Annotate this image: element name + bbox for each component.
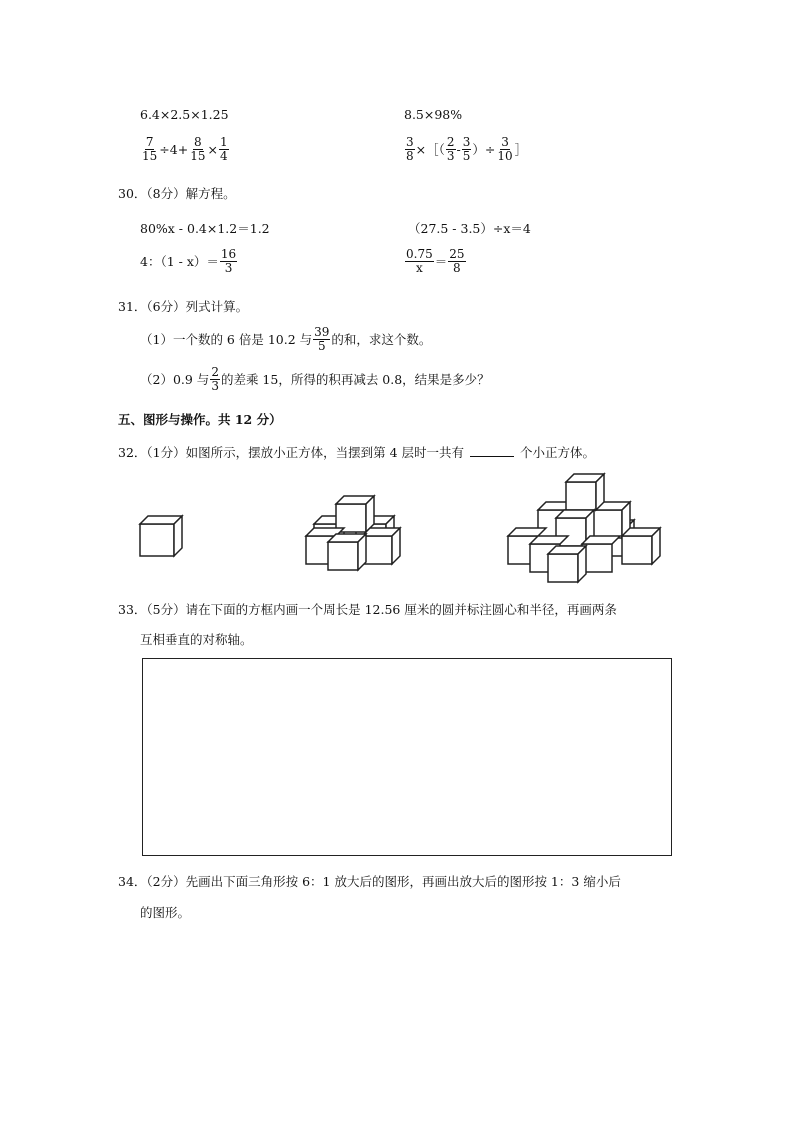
q32-text bbox=[118, 443, 595, 461]
fraction: $\frac{7}{15}$ bbox=[142, 135, 158, 163]
q30-eq4 bbox=[404, 248, 467, 274]
calc-row1-left: 6.4×2.5×1.25 bbox=[140, 107, 229, 122]
q31-title: 31．（6分）列式计算。 bbox=[118, 299, 249, 314]
cube-figure-layer3 bbox=[504, 470, 664, 584]
cube-figure-layer1 bbox=[136, 510, 186, 560]
question-text: 32．（1分）如图所示，摆放小正方体，当摆到第 4 层时一共有 bbox=[118, 445, 465, 460]
fraction: $\frac{39}{5}$ bbox=[314, 325, 330, 353]
fraction: $\frac{16}{3}$ bbox=[220, 247, 237, 275]
calc-row2-left bbox=[140, 136, 230, 162]
q33-line2: 互相垂直的对称轴。 bbox=[140, 632, 253, 647]
q34-line1: 34．（2分）先画出下面三角形按 6：1 放大后的图形，再画出放大后的图形按 1：3 缩小后 bbox=[118, 874, 621, 889]
fraction: $\frac{3}{10}$ bbox=[497, 135, 513, 163]
question-text: （1）一个数的 6 倍是 10.2 与 bbox=[140, 332, 313, 348]
q34-line2: 的图形。 bbox=[140, 905, 191, 920]
operator: ×［（ bbox=[415, 142, 445, 158]
question-text: 的差乘 15，所得的积再减去 0.8，结果是多少？ bbox=[220, 372, 490, 388]
q33-line1: 33．（5分）请在下面的方框内画一个周长是 12.56 厘米的圆并标注圆心和半径，再画两条 bbox=[118, 602, 617, 617]
operator: ÷4+ bbox=[159, 141, 189, 157]
fraction: $\frac{2}{3}$ bbox=[446, 135, 455, 163]
operator: ］ bbox=[514, 142, 528, 158]
fraction: $\frac{1}{4}$ bbox=[219, 135, 228, 163]
fraction: $\frac{8}{15}$ bbox=[190, 135, 206, 163]
fraction: $\frac{3}{8}$ bbox=[406, 135, 414, 163]
q30-eq1: 80%x - 0.4×1.2＝1.2 bbox=[140, 221, 270, 236]
operator: ＝ bbox=[434, 254, 448, 270]
calc-row2-right bbox=[404, 136, 527, 162]
q30-title: 30．（8分）解方程。 bbox=[118, 186, 236, 201]
question-text: 个小正方体。 bbox=[519, 445, 595, 460]
q31-part2 bbox=[140, 366, 490, 392]
operator: × bbox=[207, 141, 218, 157]
operator: - bbox=[456, 141, 461, 157]
section5-title: 五、图形与操作。共 12 分） bbox=[118, 412, 282, 427]
fraction: $\frac{2}{3}$ bbox=[211, 365, 219, 393]
q30-eq2: （27.5 - 3.5）÷x＝4 bbox=[408, 221, 531, 236]
fraction: $\frac{0.75}{x}$ bbox=[406, 247, 433, 275]
q31-part1 bbox=[140, 326, 431, 352]
answer-blank[interactable] bbox=[470, 444, 514, 457]
drawing-box[interactable] bbox=[142, 658, 672, 856]
fraction: $\frac{3}{5}$ bbox=[462, 135, 471, 163]
cube-figure-layer2 bbox=[300, 488, 410, 572]
question-text: （2）0.9 与 bbox=[140, 372, 210, 388]
calc-row1-right: 8.5×98% bbox=[404, 107, 463, 122]
operator: ）÷ bbox=[472, 142, 496, 158]
q30-eq3 bbox=[140, 248, 238, 274]
fraction: $\frac{25}{8}$ bbox=[449, 247, 465, 275]
equation-text: 4：（1 - x）＝ bbox=[140, 254, 219, 270]
question-text: 的和，求这个数。 bbox=[331, 332, 432, 348]
